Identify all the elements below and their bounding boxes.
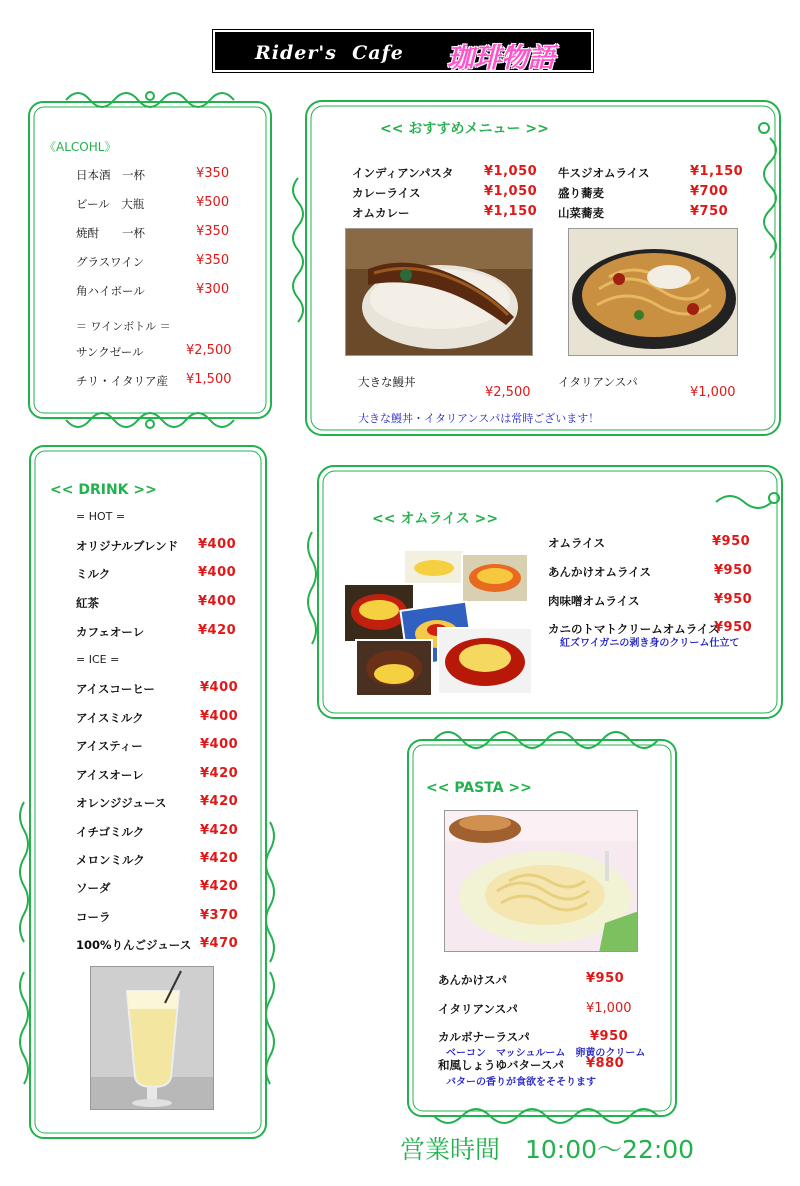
- hot-subheading: = HOT =: [76, 510, 126, 523]
- menu-item-price: ¥400: [200, 709, 239, 724]
- menu-item-price: ¥950: [714, 563, 753, 578]
- menu-item-name: イタリアンスパ: [558, 375, 638, 389]
- menu-item-name: 紅茶: [76, 596, 99, 610]
- menu-item-price: ¥400: [200, 737, 239, 752]
- menu-item-name: カルボナーラスパ: [438, 1030, 530, 1044]
- unagi-don-photo: [345, 228, 533, 356]
- recommend-note: 大きな鰻丼・イタリアンスパは常時ございます！: [358, 412, 600, 425]
- menu-item-price: ¥420: [198, 623, 237, 638]
- menu-item-price: ¥420: [200, 823, 239, 838]
- alcohol-panel: [26, 90, 274, 430]
- menu-item-name: サンクゼール: [76, 345, 144, 359]
- menu-item-price: ¥400: [198, 565, 237, 580]
- pasta-item-note: バターの香りが食欲をそそります: [446, 1077, 596, 1088]
- menu-item-name: カフェオーレ: [76, 625, 145, 639]
- menu-item-name: 大きな鰻丼: [358, 375, 416, 389]
- menu-item-name: オリジナルブレンド: [76, 539, 179, 553]
- menu-item-name: アイスコーヒー: [76, 682, 155, 696]
- pasta-heading: << PASTA >>: [426, 780, 532, 796]
- menu-item-name: ビール 大瓶: [76, 197, 145, 211]
- menu-item-name: イタリアンスパ: [438, 1002, 518, 1016]
- menu-item-name: アイスティー: [76, 739, 143, 753]
- drink-panel: [18, 442, 276, 1144]
- menu-item-price: ¥420: [200, 879, 239, 894]
- menu-item-name: コーラ: [76, 910, 111, 924]
- menu-item-price: ¥300: [196, 282, 230, 297]
- menu-item-price: ¥1,150: [484, 204, 538, 219]
- menu-item-price: ¥470: [200, 936, 239, 951]
- menu-item-price: ¥1,000: [690, 385, 736, 400]
- menu-item-name: カレーライス: [352, 186, 421, 200]
- menu-item-price: ¥1,150: [690, 164, 744, 179]
- menu-item-name: アイスミルク: [76, 711, 144, 725]
- menu-item-name: メロンミルク: [76, 853, 145, 867]
- menu-item-name: ソーダ: [76, 881, 111, 895]
- omurice-panel: [306, 462, 788, 722]
- menu-item-price: ¥500: [196, 195, 230, 210]
- menu-item-name: オムライス: [548, 536, 606, 550]
- menu-item-name: イチゴミルク: [76, 825, 145, 839]
- carbonara-photo: [444, 810, 638, 952]
- wine-subheading: ＝ ワインボトル ＝: [76, 320, 171, 333]
- menu-item-name: グラスワイン: [76, 255, 145, 269]
- menu-item-price: ¥420: [200, 794, 239, 809]
- menu-item-price: ¥950: [590, 1029, 629, 1044]
- menu-item-name: 肉味噌オムライス: [548, 594, 640, 608]
- menu-item-name: 100%りんごジュース: [76, 938, 192, 952]
- menu-item-price: ¥1,500: [186, 372, 232, 387]
- menu-item-name: インディアンパスタ: [352, 166, 454, 180]
- menu-item-price: ¥350: [196, 166, 230, 181]
- menu-item-price: ¥1,000: [586, 1001, 632, 1016]
- cafe-name-japanese: 珈琲物語: [447, 43, 555, 74]
- menu-item-name: カニのトマトクリームオムライス: [548, 622, 720, 636]
- menu-item-name: ミルク: [76, 567, 111, 581]
- header-banner: [213, 30, 593, 72]
- menu-item-price: ¥880: [586, 1056, 625, 1071]
- menu-item-price: ¥420: [200, 766, 239, 781]
- menu-item-name: あんかけオムライス: [548, 565, 652, 579]
- ice-subheading: = ICE =: [76, 653, 120, 666]
- menu-item-name: 山菜蕎麦: [558, 206, 604, 220]
- recommend-heading: << おすすめメニュー >>: [380, 121, 549, 137]
- menu-item-price: ¥370: [200, 908, 239, 923]
- menu-item-name: 角ハイボール: [76, 284, 145, 298]
- menu-item-name: 牛スジオムライス: [558, 166, 650, 180]
- omurice-photo-collage: [340, 546, 538, 696]
- pasta-panel: [404, 730, 680, 1128]
- menu-item-name: 盛り蕎麦: [558, 186, 604, 200]
- menu-item-price: ¥700: [690, 184, 729, 199]
- menu-item-name: チリ・イタリア産: [76, 374, 168, 388]
- juice-glass-photo: [90, 966, 214, 1110]
- menu-item-price: ¥400: [200, 680, 239, 695]
- menu-item-price: ¥950: [714, 592, 753, 607]
- menu-item-name: オムカレー: [352, 206, 410, 220]
- menu-item-price: ¥350: [196, 253, 230, 268]
- menu-item-price: ¥950: [714, 620, 753, 635]
- menu-item-price: ¥420: [200, 851, 239, 866]
- menu-item-name: アイスオーレ: [76, 768, 144, 782]
- alcohol-heading: 《ALCOHL》: [44, 140, 117, 154]
- italian-spa-photo: [568, 228, 738, 356]
- omurice-note: 紅ズワイガニの剥き身のクリーム仕立て: [560, 638, 740, 649]
- business-hours: 営業時間 10:00〜22:00: [400, 1135, 695, 1164]
- menu-item-name: オレンジジュース: [76, 796, 167, 810]
- menu-item-price: ¥1,050: [484, 184, 538, 199]
- menu-item-name: 和風しょうゆバタースパ: [438, 1058, 564, 1072]
- omurice-heading: << オムライス >>: [372, 511, 499, 527]
- menu-item-price: ¥2,500: [485, 385, 531, 400]
- menu-item-name: 日本酒 一杯: [76, 168, 145, 182]
- cafe-name-english: Rider's Cafe: [255, 42, 404, 64]
- menu-item-price: ¥950: [586, 971, 625, 986]
- drink-heading: << DRINK >>: [50, 482, 157, 498]
- menu-item-price: ¥750: [690, 204, 729, 219]
- menu-item-price: ¥400: [198, 537, 237, 552]
- menu-item-price: ¥400: [198, 594, 237, 609]
- menu-item-name: あんかけスパ: [438, 973, 507, 987]
- menu-item-price: ¥950: [712, 534, 751, 549]
- recommend-panel: [292, 98, 786, 438]
- menu-item-price: ¥350: [196, 224, 230, 239]
- menu-item-price: ¥1,050: [484, 164, 538, 179]
- menu-item-name: 焼酎 一杯: [76, 226, 145, 240]
- menu-item-price: ¥2,500: [186, 343, 232, 358]
- pasta-item-note: ベーコン マッシュルーム 卵黄のクリーム: [446, 1048, 646, 1059]
